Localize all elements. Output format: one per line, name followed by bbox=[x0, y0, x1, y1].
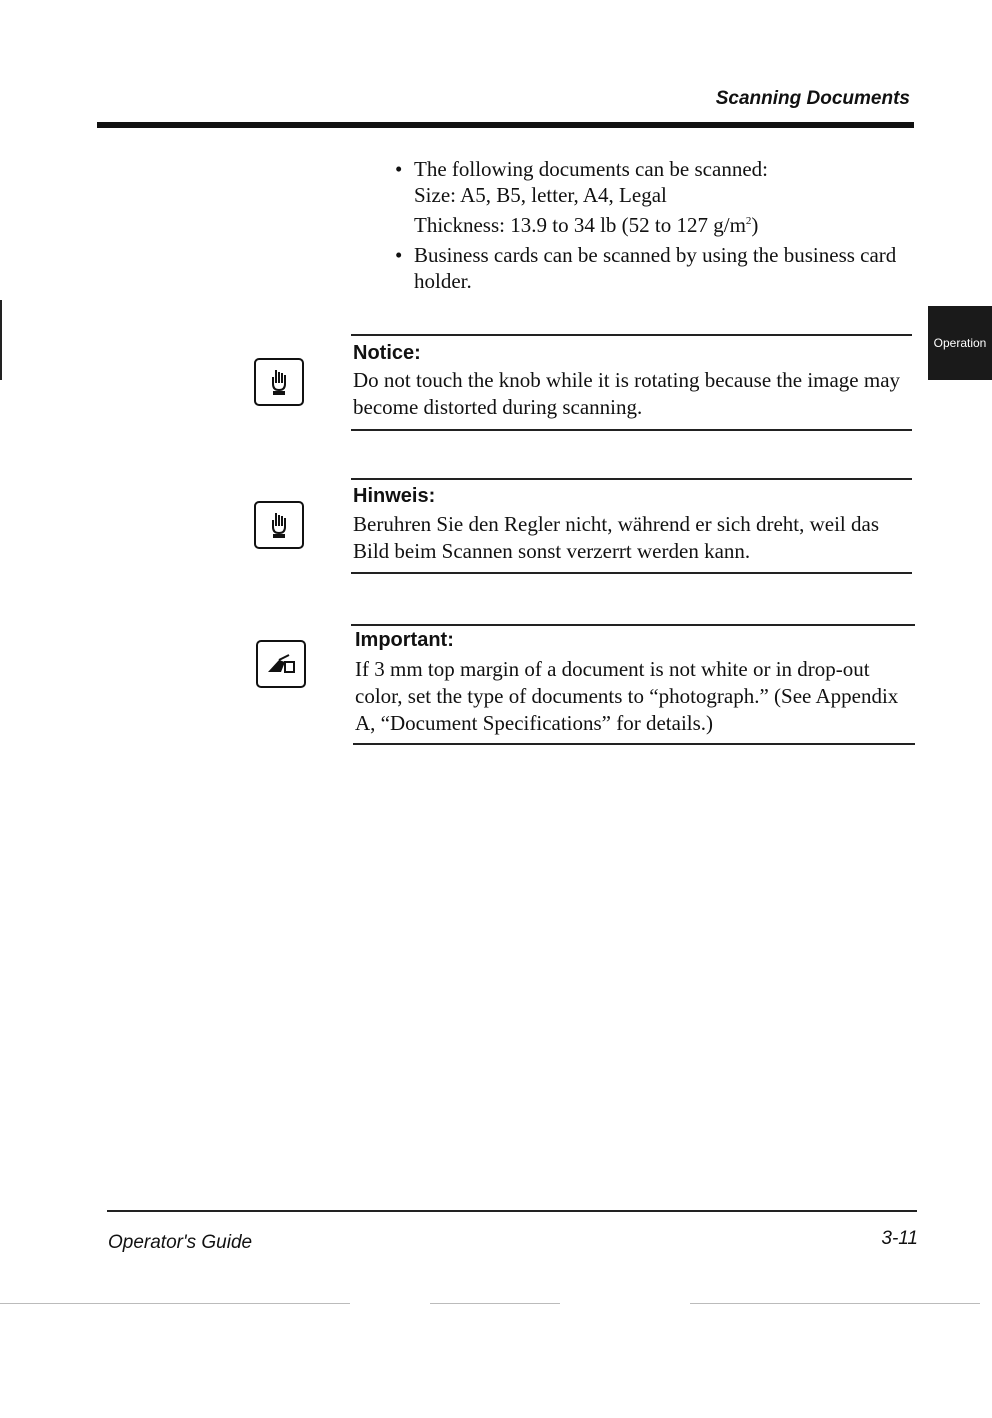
important-top-rule bbox=[351, 624, 915, 626]
notice-bottom-rule bbox=[351, 429, 912, 431]
page-number: 3-11 bbox=[881, 1228, 918, 1249]
thickness-text: Thickness: 13.9 to 34 lb (52 to 127 g/m bbox=[414, 213, 746, 237]
bullet-line-thickness bbox=[414, 208, 912, 238]
page-header-title: Scanning Documents bbox=[715, 88, 910, 109]
bullet-line: The following documents can be scanned: bbox=[414, 157, 768, 181]
hinweis-heading: Hinweis: bbox=[353, 485, 436, 507]
hinweis-bottom-rule bbox=[351, 572, 912, 574]
bullet-symbol: • bbox=[395, 243, 403, 267]
bullet-text: Business cards can be scanned by using the business card holder. bbox=[414, 243, 897, 293]
margin-mark bbox=[0, 300, 2, 380]
superscript-2: 2 bbox=[745, 215, 752, 227]
thickness-close: ) bbox=[751, 213, 759, 237]
hinweis-body: Beruhren Sie den Regler nicht, während er sich dreht, weil das Bild beim Scannen sonst verzerrt werden kann. bbox=[353, 512, 879, 563]
bullet-list bbox=[392, 156, 912, 298]
bullet-symbol: • bbox=[395, 157, 403, 181]
important-heading: Important: bbox=[355, 629, 454, 651]
bullet-item-business-cards bbox=[392, 242, 912, 294]
notice-top-rule bbox=[351, 334, 912, 336]
writing-hand-icon bbox=[256, 640, 306, 688]
bullet-line: Size: A5, B5, letter, A4, Legal bbox=[414, 183, 667, 207]
notice-body: Do not touch the knob while it is rotating because the image may become distorted during scanning. bbox=[353, 368, 901, 419]
scan-artifact-line bbox=[430, 1303, 560, 1304]
pointing-hand-icon bbox=[254, 358, 304, 406]
important-bottom-rule bbox=[353, 743, 915, 745]
bullet-item-document-sizes bbox=[392, 156, 912, 238]
important-body: If 3 mm top margin of a document is not white or in drop-out color, set the type of documents to “photograph.” (See Appendix A, “Document Specifications” for details.) bbox=[355, 657, 899, 735]
header-divider bbox=[97, 122, 914, 128]
notice-heading: Notice: bbox=[353, 342, 421, 364]
pointing-hand-icon bbox=[254, 501, 304, 549]
scan-artifact-line bbox=[0, 1303, 350, 1304]
hinweis-top-rule bbox=[351, 478, 912, 480]
scan-artifact-line bbox=[690, 1303, 980, 1304]
section-tab-operation: Operation bbox=[928, 306, 992, 380]
footer-divider bbox=[107, 1210, 917, 1212]
footer-guide-title: Operator's Guide bbox=[108, 1232, 253, 1253]
